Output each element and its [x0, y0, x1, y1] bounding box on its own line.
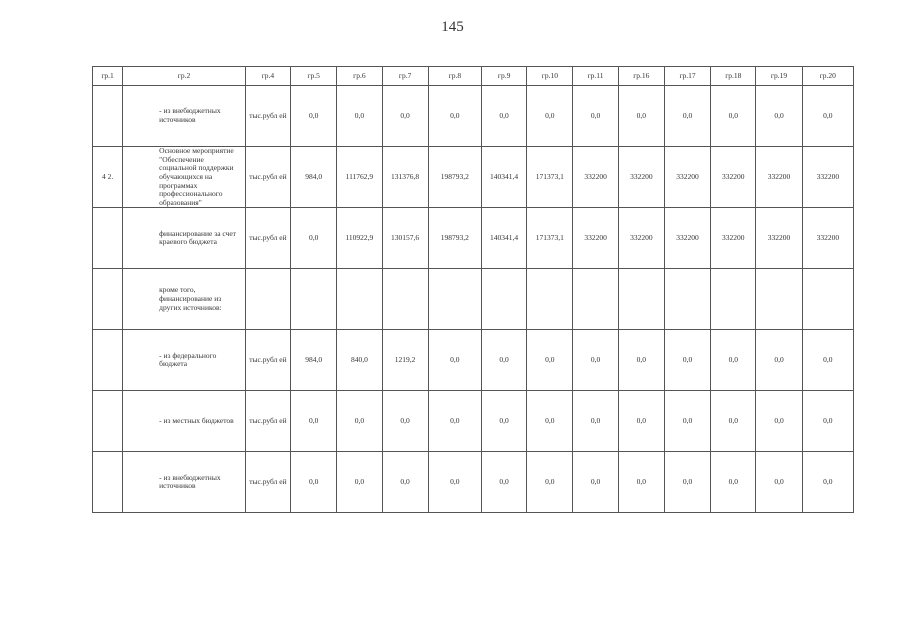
value-cell: 140341,4 [482, 147, 527, 208]
value-cell: 0,0 [482, 391, 527, 452]
column-header: гр.16 [618, 67, 664, 86]
unit-cell: тыс.рубл ей [245, 391, 290, 452]
value-cell: 0,0 [482, 452, 527, 513]
table-row [93, 86, 854, 147]
row-label: кроме того, финансирование из других источников: [123, 269, 246, 330]
value-cell: 332200 [711, 147, 756, 208]
value-cell: 0,0 [711, 86, 756, 147]
table-row [93, 452, 854, 513]
value-cell: 0,0 [482, 330, 527, 391]
value-cell: 332200 [664, 208, 710, 269]
value-cell: 0,0 [711, 391, 756, 452]
value-cell: 0,0 [428, 330, 481, 391]
value-cell: 332200 [756, 208, 802, 269]
column-header: гр.10 [527, 67, 573, 86]
row-label: - из местных бюджетов [123, 391, 246, 452]
column-header: гр.2 [123, 67, 246, 86]
unit-cell: тыс.рубл ей [245, 147, 290, 208]
value-cell: 171373,1 [527, 208, 573, 269]
row-number [93, 269, 123, 330]
value-cell: 0,0 [573, 86, 618, 147]
value-cell: 0,0 [382, 86, 428, 147]
column-header: гр.5 [291, 67, 337, 86]
value-cell: 332200 [573, 208, 618, 269]
value-cell: 332200 [664, 147, 710, 208]
column-header: гр.8 [428, 67, 481, 86]
row-label: финансирование за счет краевого бюджета [123, 208, 246, 269]
value-cell [711, 269, 756, 330]
value-cell: 332200 [802, 147, 853, 208]
value-cell [527, 269, 573, 330]
value-cell: 0,0 [756, 86, 802, 147]
value-cell: 0,0 [664, 452, 710, 513]
row-number [93, 452, 123, 513]
value-cell: 0,0 [482, 86, 527, 147]
value-cell: 0,0 [428, 391, 481, 452]
value-cell: 332200 [573, 147, 618, 208]
value-cell: 171373,1 [527, 147, 573, 208]
value-cell: 0,0 [664, 330, 710, 391]
value-cell: 0,0 [573, 391, 618, 452]
value-cell: 0,0 [428, 86, 481, 147]
value-cell: 0,0 [802, 330, 853, 391]
value-cell: 0,0 [711, 330, 756, 391]
value-cell: 332200 [618, 147, 664, 208]
value-cell: 0,0 [618, 391, 664, 452]
unit-cell [245, 269, 290, 330]
value-cell [573, 269, 618, 330]
column-header: гр.6 [337, 67, 382, 86]
column-header: гр.1 [93, 67, 123, 86]
row-label: - из федерального бюджета [123, 330, 246, 391]
column-header: гр.9 [482, 67, 527, 86]
row-number [93, 208, 123, 269]
value-cell: 1219,2 [382, 330, 428, 391]
value-cell: 110922,9 [337, 208, 382, 269]
row-label: Основное мероприятие "Обеспечение социальной поддержки обучающихся на программах профессионального образования" [123, 147, 246, 208]
table-row [93, 208, 854, 269]
header-row [93, 67, 854, 86]
value-cell: 0,0 [756, 452, 802, 513]
table-row [93, 330, 854, 391]
column-header: гр.11 [573, 67, 618, 86]
value-cell: 0,0 [291, 86, 337, 147]
value-cell: 332200 [618, 208, 664, 269]
value-cell: 984,0 [291, 330, 337, 391]
table-row [93, 269, 854, 330]
value-cell: 0,0 [527, 86, 573, 147]
value-cell: 0,0 [756, 330, 802, 391]
value-cell [802, 269, 853, 330]
value-cell: 0,0 [802, 86, 853, 147]
value-cell: 0,0 [711, 452, 756, 513]
unit-cell: тыс.рубл ей [245, 86, 290, 147]
value-cell: 332200 [711, 208, 756, 269]
value-cell: 0,0 [382, 452, 428, 513]
value-cell: 0,0 [291, 452, 337, 513]
table-row [93, 391, 854, 452]
page-number: 145 [441, 19, 464, 35]
column-header: гр.17 [664, 67, 710, 86]
value-cell: 0,0 [527, 391, 573, 452]
value-cell: 0,0 [664, 86, 710, 147]
value-cell [382, 269, 428, 330]
value-cell: 0,0 [756, 391, 802, 452]
value-cell: 0,0 [337, 452, 382, 513]
value-cell [664, 269, 710, 330]
value-cell: 0,0 [527, 330, 573, 391]
unit-cell: тыс.рубл ей [245, 330, 290, 391]
column-header: гр.4 [245, 67, 290, 86]
value-cell [337, 269, 382, 330]
value-cell: 130157,6 [382, 208, 428, 269]
table-row [93, 147, 854, 208]
value-cell: 140341,4 [482, 208, 527, 269]
value-cell: 198793,2 [428, 208, 481, 269]
value-cell: 0,0 [618, 452, 664, 513]
value-cell: 198793,2 [428, 147, 481, 208]
value-cell: 0,0 [337, 86, 382, 147]
value-cell: 332200 [756, 147, 802, 208]
column-header: гр.18 [711, 67, 756, 86]
value-cell: 0,0 [618, 86, 664, 147]
row-number [93, 391, 123, 452]
value-cell: 0,0 [382, 391, 428, 452]
value-cell [482, 269, 527, 330]
value-cell: 0,0 [802, 391, 853, 452]
value-cell: 0,0 [428, 452, 481, 513]
value-cell: 0,0 [802, 452, 853, 513]
unit-cell: тыс.рубл ей [245, 208, 290, 269]
row-label: - из внебюджетных источников [123, 452, 246, 513]
value-cell [756, 269, 802, 330]
value-cell [618, 269, 664, 330]
value-cell: 0,0 [573, 330, 618, 391]
value-cell: 0,0 [618, 330, 664, 391]
value-cell: 840,0 [337, 330, 382, 391]
value-cell: 984,0 [291, 147, 337, 208]
value-cell: 0,0 [664, 391, 710, 452]
value-cell: 0,0 [291, 391, 337, 452]
unit-cell: тыс.рубл ей [245, 452, 290, 513]
column-header: гр.19 [756, 67, 802, 86]
value-cell: 0,0 [291, 208, 337, 269]
value-cell: 332200 [802, 208, 853, 269]
row-number: 4 2. [93, 147, 123, 208]
funding-table [92, 66, 854, 513]
column-header: гр.7 [382, 67, 428, 86]
value-cell: 131376,8 [382, 147, 428, 208]
column-header: гр.20 [802, 67, 853, 86]
row-number [93, 86, 123, 147]
value-cell: 0,0 [527, 452, 573, 513]
value-cell: 111762,9 [337, 147, 382, 208]
value-cell [291, 269, 337, 330]
value-cell: 0,0 [573, 452, 618, 513]
row-number [93, 330, 123, 391]
value-cell: 0,0 [337, 391, 382, 452]
row-label: - из внебюджетных источников [123, 86, 246, 147]
value-cell [428, 269, 481, 330]
